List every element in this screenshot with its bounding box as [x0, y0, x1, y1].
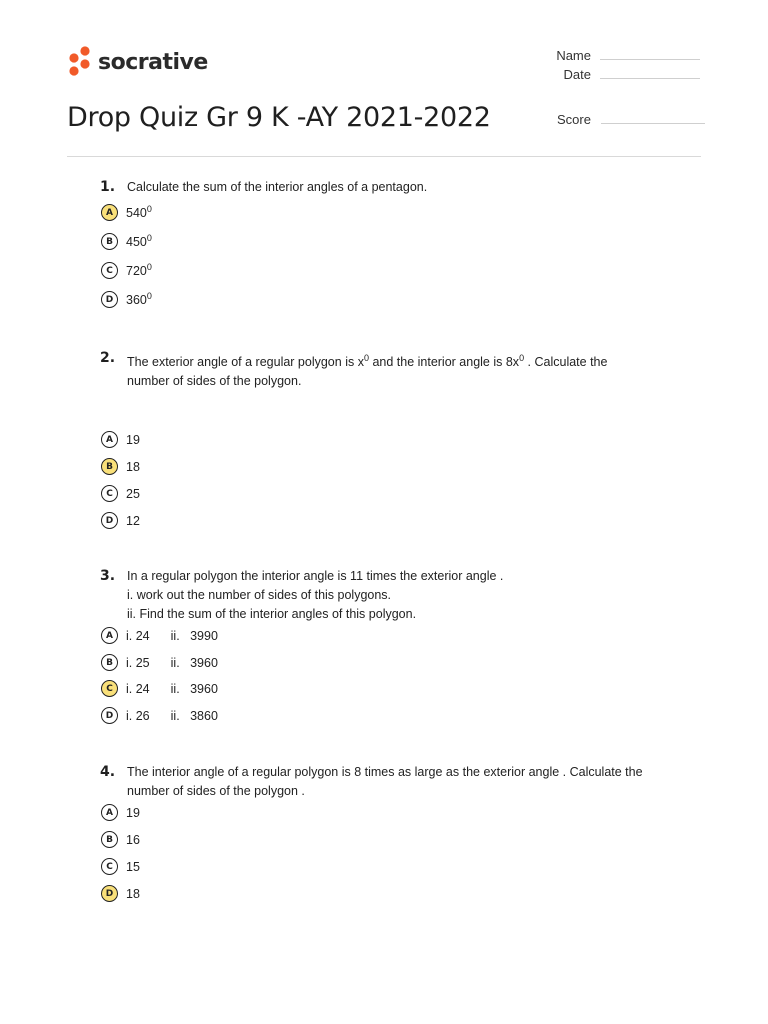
choice-4c[interactable]	[101, 858, 140, 875]
question-text: The exterior angle of a regular polygon is $x^0$ and the interior angle is $8x^0$ . Calculate the number of sides of the polygon.	[127, 353, 608, 389]
choice-text: 18	[126, 459, 140, 474]
choice-part-a: i. 24	[126, 681, 150, 696]
choice-part-b: ii. 3860	[170, 708, 218, 723]
choice-text: 450	[126, 235, 147, 250]
choice-bubble[interactable]: C	[101, 680, 118, 697]
choice-bubble[interactable]: D	[101, 291, 118, 308]
question-number: 3.	[100, 568, 116, 584]
socrative-logo-icon	[67, 46, 93, 78]
name-label: Name	[556, 48, 591, 63]
degree-sup: 0	[146, 233, 152, 244]
question-2	[100, 349, 690, 391]
choice-bubble[interactable]: D	[101, 885, 118, 902]
choice-1c[interactable]	[101, 262, 152, 279]
choice-part-b: ii. 3960	[170, 681, 218, 696]
choice-text: 16	[126, 832, 140, 847]
choice-3b[interactable]	[101, 654, 218, 671]
choice-part-a: i. 26	[126, 708, 150, 723]
choice-1a[interactable]	[101, 204, 152, 221]
date-label: Date	[563, 67, 591, 82]
choice-text: 15	[126, 859, 140, 874]
choice-3a[interactable]	[101, 627, 218, 644]
brand-name: socrative	[98, 49, 208, 75]
name-line[interactable]	[600, 58, 700, 60]
choice-4b[interactable]	[101, 831, 140, 848]
choice-bubble[interactable]: A	[101, 804, 118, 821]
score-label: Score	[557, 112, 591, 127]
choice-bubble[interactable]: A	[101, 204, 118, 221]
name-field[interactable]	[531, 48, 700, 63]
choice-bubble[interactable]: B	[101, 831, 118, 848]
choice-text: 540	[126, 206, 147, 221]
degree-sup: 0	[146, 262, 152, 273]
question-text: In a regular polygon the interior angle is 11 times the exterior angle . i. work out the number of sides of this polygons. ii. Find the sum of the interior angles of this polygon.	[127, 569, 504, 621]
choice-1d[interactable]	[101, 291, 152, 308]
page-title: Drop Quiz Gr 9 K -AY 2021-2022	[67, 102, 491, 133]
question-text: The interior angle of a regular polygon is 8 times as large as the exterior angle . Calculate the number of sides of the polygon .	[127, 765, 643, 798]
choice-bubble[interactable]: C	[101, 262, 118, 279]
choice-bubble[interactable]: D	[101, 512, 118, 529]
score-line[interactable]	[601, 122, 705, 124]
choice-bubble[interactable]: B	[101, 233, 118, 250]
choice-text: 360	[126, 293, 147, 308]
choice-2c[interactable]	[101, 485, 140, 502]
choice-text: 18	[126, 886, 140, 901]
choice-3c[interactable]	[101, 680, 218, 697]
header-divider	[67, 156, 701, 157]
choice-1b[interactable]	[101, 233, 152, 250]
choice-2b[interactable]	[101, 458, 140, 475]
choice-bubble[interactable]: C	[101, 485, 118, 502]
choice-bubble[interactable]: A	[101, 627, 118, 644]
choice-part-b: ii. 3960	[170, 655, 218, 670]
choice-bubble[interactable]: C	[101, 858, 118, 875]
choice-part-b: ii. 3990	[170, 628, 218, 643]
degree-sup: 0	[146, 291, 152, 302]
question-1	[100, 178, 690, 197]
choice-part-a: i. 24	[126, 628, 150, 643]
question-number: 4.	[100, 764, 116, 780]
choice-text: 19	[126, 805, 140, 820]
score-field[interactable]	[557, 112, 705, 127]
question-4	[100, 763, 690, 801]
choice-bubble[interactable]: B	[101, 458, 118, 475]
date-line[interactable]	[600, 77, 700, 79]
question-number: 2.	[100, 350, 116, 366]
choice-text: 720	[126, 264, 147, 279]
question-3	[100, 567, 690, 624]
choice-bubble[interactable]: B	[101, 654, 118, 671]
degree-sup: 0	[146, 204, 152, 215]
date-field[interactable]	[531, 67, 700, 82]
question-number: 1.	[100, 179, 116, 195]
choice-bubble[interactable]: D	[101, 707, 118, 724]
choice-4d[interactable]	[101, 885, 140, 902]
choice-text: 19	[126, 432, 140, 447]
choice-bubble[interactable]: A	[101, 431, 118, 448]
choice-text: 25	[126, 486, 140, 501]
choice-2d[interactable]	[101, 512, 140, 529]
choice-2a[interactable]	[101, 431, 140, 448]
choice-part-a: i. 25	[126, 655, 150, 670]
question-text: Calculate the sum of the interior angles of a pentagon.	[127, 180, 428, 194]
socrative-logo	[67, 46, 208, 78]
choice-4a[interactable]	[101, 804, 140, 821]
choice-3d[interactable]	[101, 707, 218, 724]
choice-text: 12	[126, 513, 140, 528]
